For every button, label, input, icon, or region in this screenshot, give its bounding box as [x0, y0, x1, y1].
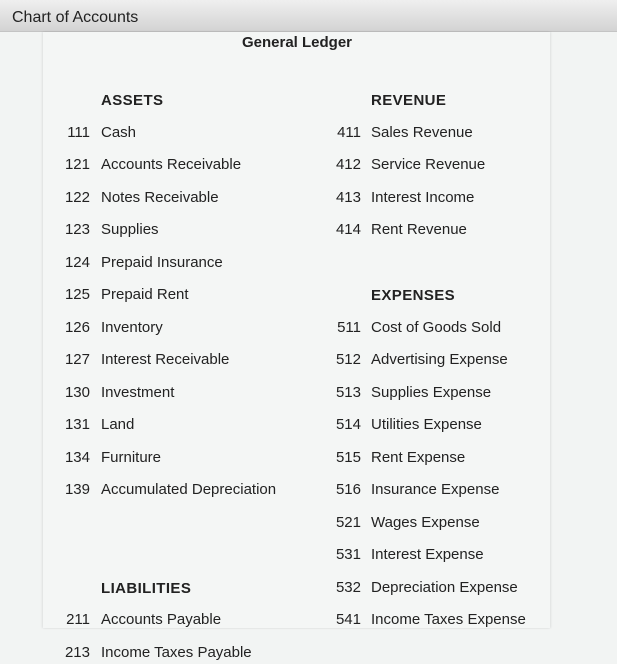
account-name: Income Taxes Expense [371, 611, 526, 628]
account-number: 211 [66, 611, 90, 628]
account-number: 412 [335, 156, 361, 173]
account-name: Rent Revenue [371, 221, 467, 238]
account-number: 411 [337, 123, 361, 141]
account-name: Supplies Expense [371, 383, 492, 401]
account-number: 134 [64, 448, 90, 466]
account-number: 414 [335, 221, 361, 238]
account-number: 413 [335, 188, 361, 206]
account-name: Interest Expense [371, 546, 484, 563]
window-title: Chart of Accounts [12, 9, 139, 26]
account-number: 131 [64, 416, 90, 433]
ledger-title: General Ledger [241, 34, 353, 51]
account-number: 531 [335, 546, 361, 563]
account-number: 213 [64, 643, 90, 661]
account-name: Inventory [101, 318, 163, 336]
account-name: Investment [101, 383, 175, 401]
account-number: 122 [64, 188, 90, 206]
account-name: Accounts Receivable [101, 156, 242, 173]
account-number: 124 [64, 253, 90, 271]
section-heading: EXPENSES [371, 287, 456, 304]
account-number: 123 [64, 221, 90, 238]
account-name: Interest Receivable [101, 351, 230, 368]
account-name: Advertising Expense [371, 351, 508, 368]
account-name: Prepaid Rent [101, 286, 189, 303]
account-number: 541 [335, 611, 361, 628]
account-number: 532 [335, 578, 361, 596]
account-name: Supplies [101, 221, 159, 238]
account-name: Insurance Expense [371, 481, 500, 498]
account-name: Rent Expense [371, 448, 466, 466]
account-number: 127 [64, 351, 90, 368]
account-name: Sales Revenue [371, 123, 473, 141]
account-number: 521 [335, 513, 361, 531]
account-number: 513 [335, 383, 361, 401]
account-name: Cost of Goods Sold [371, 318, 502, 336]
account-number: 516 [335, 481, 361, 498]
account-number: 126 [64, 318, 90, 336]
account-name: Accounts Payable [101, 611, 222, 628]
account-number: 139 [64, 481, 90, 498]
account-number: 111 [67, 123, 90, 141]
account-name: Cash [101, 123, 137, 141]
section-heading: ASSETS [101, 92, 164, 109]
account-number: 512 [335, 351, 361, 368]
account-name: Interest Income [371, 188, 475, 206]
account-name: Prepaid Insurance [101, 253, 223, 271]
account-number: 130 [64, 383, 90, 401]
account-number: 514 [335, 416, 361, 433]
window-titlebar [0, 0, 617, 32]
account-name: Depreciation Expense [371, 578, 518, 596]
account-number: 121 [64, 156, 90, 173]
section-heading: LIABILITIES [101, 579, 192, 597]
account-name: Wages Expense [371, 513, 480, 531]
account-name: Accumulated Depreciation [101, 481, 277, 498]
account-number: 515 [335, 448, 361, 466]
account-name: Income Taxes Payable [101, 643, 252, 661]
account-name: Service Revenue [371, 156, 486, 173]
account-name: Utilities Expense [371, 416, 482, 433]
account-number: 511 [337, 318, 361, 336]
account-number: 125 [64, 286, 90, 303]
account-name: Land [101, 416, 135, 433]
account-name: Furniture [101, 448, 162, 466]
account-name: Notes Receivable [101, 188, 219, 206]
section-heading: REVENUE [371, 92, 447, 109]
